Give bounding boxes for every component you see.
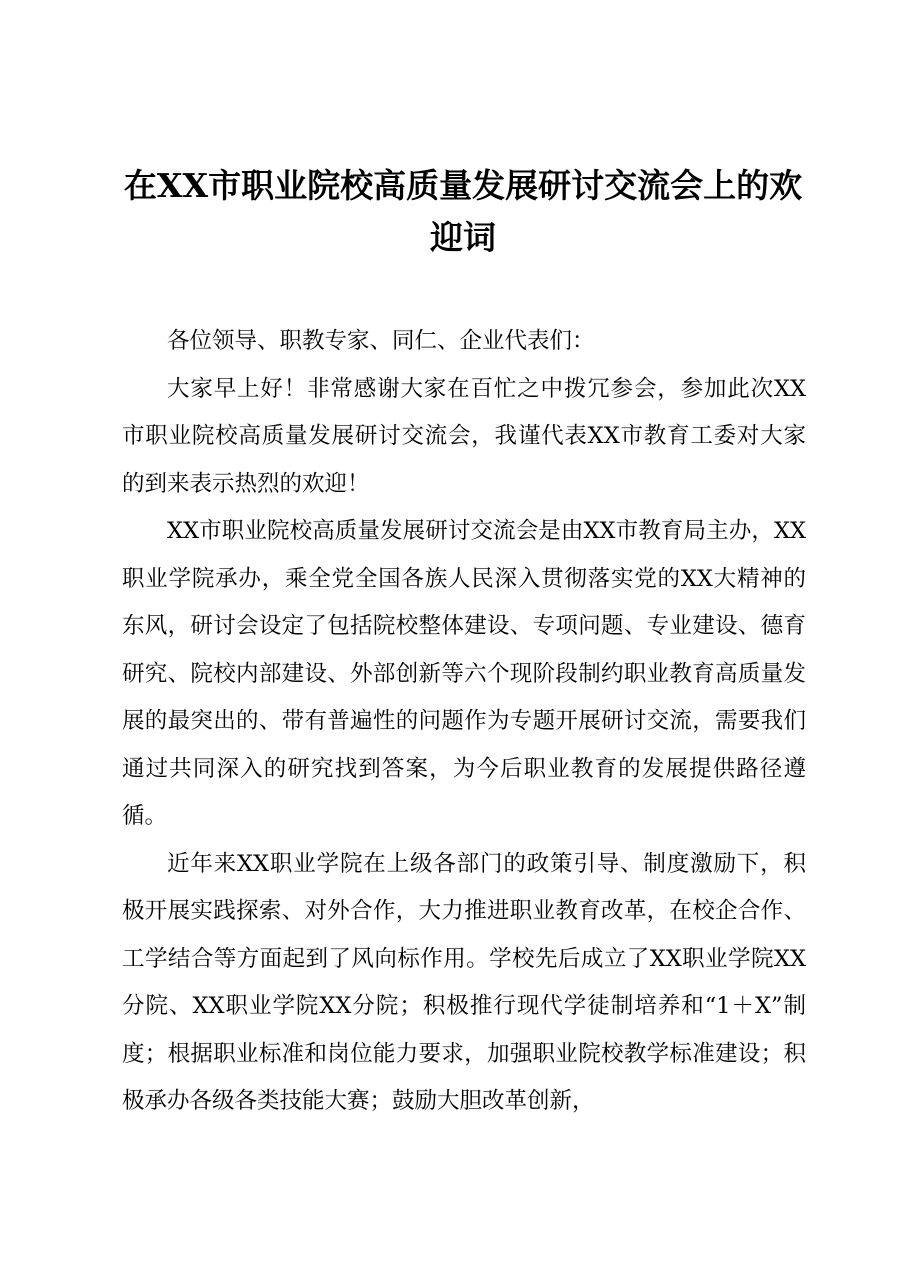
document-body <box>122 318 806 1126</box>
document-title: 在XX市职业院校高质量发展研讨交流会上的欢迎词 <box>123 166 803 257</box>
salutation: 各位领导、职教专家、同仁、企业代表们： <box>167 328 595 354</box>
paragraph-2: XX市职业院校高质量发展研讨交流会是由XX市教育局主办，XX职业学院承办，乘全党全国各族人民深入贯彻落实党的XX大精神的东风，研讨会设定了包括院校整体建设、专项问题、专业建设、德育研究、院校内部建设、外部创新等六个现阶段制约职业教育高质量发展的最突出的、带有普遍性的问题作为专题开展研讨交流，需要我们通过共同深入的研究找到答案，为今后职业教育的发展提供路径遵循。 <box>122 518 806 829</box>
paragraph-3: 近年来XX职业学院在上级各部门的政策引导、制度激励下，积极开展实践探索、对外合作，大力推进职业教育改革，在校企合作、工学结合等方面起到了风向标作用。学校先后成立了XX职业学院XX分院、XX职业学院XX分院；积极推行现代学徒制培养和“1＋X”制度；根据职业标准和岗位能力要求，加强职业院校教学标准建设；积极承办各级各类技能大赛；鼓励大胆改革创新， <box>122 850 806 1114</box>
paragraph-1: 大家早上好！非常感谢大家在百忙之中拨冗参会，参加此次XX市职业院校高质量发展研讨交流会，我谨代表XX市教育工委对大家的到来表示热烈的欢迎！ <box>122 375 806 497</box>
